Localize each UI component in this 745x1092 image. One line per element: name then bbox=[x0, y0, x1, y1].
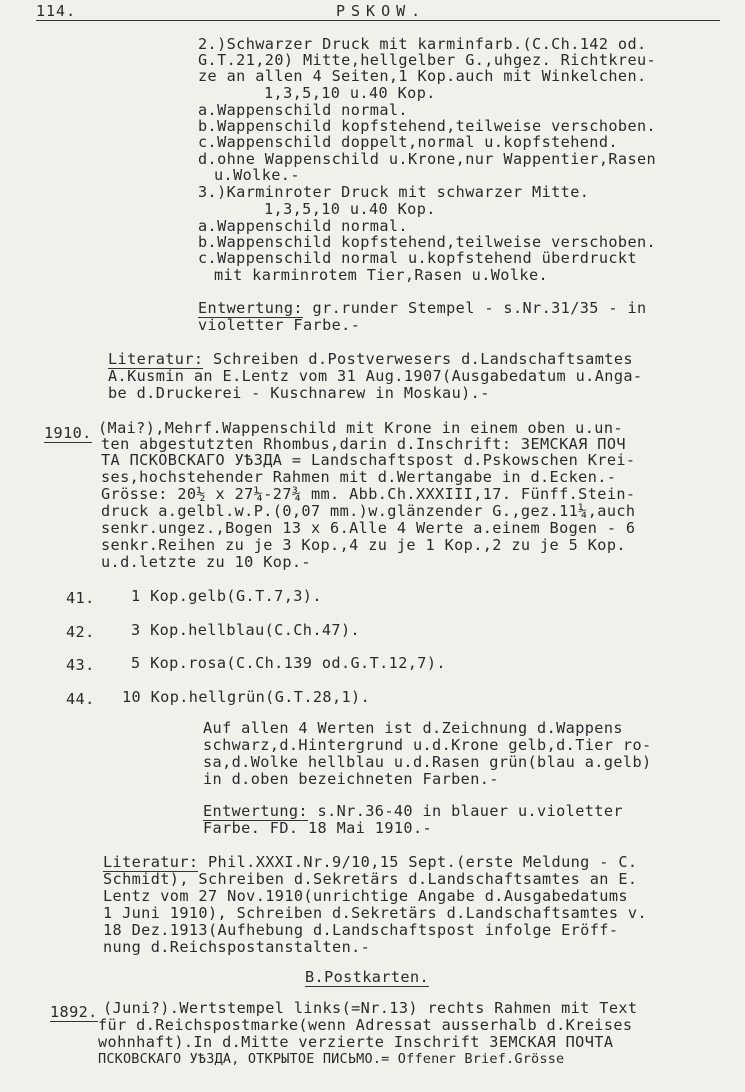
text-line: 1 Juni 1910), Schreiben d.Sekretärs d.Landschaftsamtes v. bbox=[103, 904, 647, 922]
text-line: sa,d.Wolke hellblau u.d.Rasen grün(blau a.gelb) bbox=[203, 753, 652, 771]
literatur-text: Schreiben d.Postverwesers d.Landschaftsamtes bbox=[203, 350, 633, 368]
stamp-number: 43. bbox=[66, 656, 95, 674]
entwertung-line bbox=[203, 803, 623, 819]
stamp-number: 42. bbox=[66, 623, 95, 641]
text-line: (Juni?).Wertstempel links(=Nr.13) rechts Rahmen mit Text bbox=[103, 999, 638, 1017]
text-line: wohnhaft).In d.Mitte verzierte Inschrift ЗЕМСКАЯ ПОЧТА bbox=[98, 1033, 614, 1051]
text-line: c.Wappenschild normal u.kopfstehend überdruckt bbox=[198, 249, 638, 267]
text-line: violetter Farbe.- bbox=[198, 316, 361, 334]
text-line: 1,3,5,10 u.40 Kop. bbox=[264, 84, 436, 102]
text-line: ТА ПСКОВСКАГО УѢЗДА = Landschaftspost d.Pskowschen Krei- bbox=[101, 451, 636, 469]
text-line: Auf allen 4 Werten ist d.Zeichnung d.Wappens bbox=[203, 719, 623, 737]
text-line: a.Wappenschild normal. bbox=[198, 101, 408, 119]
section-heading: B.Postkarten. bbox=[305, 968, 430, 986]
page-number: 114. bbox=[36, 2, 77, 20]
literatur-line bbox=[103, 854, 637, 870]
text-line: Lentz vom 27 Nov.1910(unrichtige Angabe d.Ausgabedatums bbox=[103, 887, 628, 905]
issue-year: 1910. bbox=[44, 424, 92, 442]
literatur-label: Literatur: bbox=[103, 853, 199, 871]
literatur-label: Literatur: bbox=[108, 350, 204, 368]
page-title: PSKOW. bbox=[336, 2, 427, 20]
text-line: (Mai?),Mehrf.Wappenschild mit Krone in einem oben u.un- bbox=[98, 419, 623, 437]
text-line: 1,3,5,10 u.40 Kop. bbox=[264, 200, 436, 218]
text-line: d.ohne Wappenschild u.Krone,nur Wappentier,Rasen bbox=[198, 150, 657, 168]
stamp-number: 44. bbox=[66, 690, 95, 708]
text-line: ПСКОВСКАГО УѢЗДА, ОТКРЫТОЕ ПИСЬМО.= Offener Brief.Grösse bbox=[98, 1051, 565, 1067]
text-line: mit karminrotem Tier,Rasen u.Wolke. bbox=[214, 266, 549, 284]
stamp-description: 5 Kop.rosa(C.Ch.139 od.G.T.12,7). bbox=[131, 654, 446, 672]
entwertung-text: gr.runder Stempel - s.Nr.31/35 - in bbox=[302, 299, 647, 317]
stamp-description: 10 Kop.hellgrün(G.T.28,1). bbox=[122, 688, 371, 706]
literatur-line bbox=[108, 351, 633, 367]
issue-year: 1892. bbox=[50, 1003, 98, 1021]
entwertung-label: Entwertung: bbox=[198, 299, 303, 317]
text-line: Farbe. FD. 18 Mai 1910.- bbox=[203, 819, 433, 837]
stamp-description: 3 Kop.hellblau(C.Ch.47). bbox=[131, 621, 361, 639]
text-line: Schmidt), Schreiben d.Sekretärs d.Landschaftsamtes an E. bbox=[103, 870, 638, 888]
text-line: 18 Dez.1913(Aufhebung d.Landschaftspost infolge Eröff- bbox=[103, 921, 619, 939]
text-line: G.T.21,20) Mitte,hellgelber G.,uhgez. Richtkreu- bbox=[198, 51, 657, 69]
text-line: ses,hochstehender Rahmen mit d.Wertangabe in d.Ecken.- bbox=[101, 468, 617, 486]
text-line: für d.Reichspostmarke(wenn Adressat ausserhalb d.Kreises bbox=[98, 1016, 633, 1034]
text-line: c.Wappenschild doppelt,normal u.kopfstehend. bbox=[198, 133, 618, 151]
text-line: in d.oben bezeichneten Farben.- bbox=[203, 770, 499, 788]
stamp-description: 1 Kop.gelb(G.T.7,3). bbox=[131, 587, 322, 605]
text-line: b.Wappenschild kopfstehend,teilweise verschoben. bbox=[198, 117, 657, 135]
text-line: A.Kusmin an E.Lentz vom 31 Aug.1907(Ausgabedatum u.Anga- bbox=[108, 367, 643, 385]
text-line: u.d.letzte zu 10 Kop.- bbox=[101, 553, 311, 571]
text-line: senkr.Reihen zu je 3 Kop.,4 zu je 1 Kop.,2 zu je 5 Kop. bbox=[101, 536, 626, 554]
text-line: be d.Druckerei - Kuschnarew in Moskau).- bbox=[108, 384, 490, 402]
literatur-text: Phil.XXXI.Nr.9/10,15 Sept.(erste Meldung - C. bbox=[198, 853, 638, 871]
stamp-number: 41. bbox=[66, 589, 95, 607]
text-line: ze an allen 4 Seiten,1 Kop.auch mit Winkelchen. bbox=[198, 67, 647, 85]
entwertung-line bbox=[198, 300, 647, 316]
text-line: a.Wappenschild normal. bbox=[198, 217, 408, 235]
text-line: ten abgestutzten Rhombus,darin d.Inschrift: ЗЕМСКАЯ ПОЧ bbox=[101, 435, 626, 453]
text-line: 2.)Schwarzer Druck mit karminfarb.(C.Ch.142 od. bbox=[198, 35, 647, 53]
text-line: 3.)Karminroter Druck mit schwarzer Mitte. bbox=[198, 183, 590, 201]
text-line: druck a.gelbl.w.P.(0,07 mm.)w.glänzender G.,gez.11¼,auch bbox=[101, 502, 636, 520]
text-line: b.Wappenschild kopfstehend,teilweise verschoben. bbox=[198, 233, 657, 251]
text-line: Grösse: 20½ x 27¼-27¾ mm. Abb.Ch.XXXIII,17. Fünff.Stein- bbox=[101, 485, 636, 503]
text-line: u.Wolke.- bbox=[214, 166, 300, 184]
text-line: senkr.ungez.,Bogen 13 x 6.Alle 4 Werte a.einem Bogen - 6 bbox=[101, 519, 636, 537]
text-line: schwarz,d.Hintergrund u.d.Krone gelb,d.Tier ro- bbox=[203, 736, 652, 754]
text-line: nung d.Reichspostanstalten.- bbox=[103, 938, 371, 956]
entwertung-text: s.Nr.36-40 in blauer u.violetter bbox=[307, 802, 623, 820]
entwertung-label: Entwertung: bbox=[203, 802, 308, 820]
page-header bbox=[36, 2, 720, 21]
